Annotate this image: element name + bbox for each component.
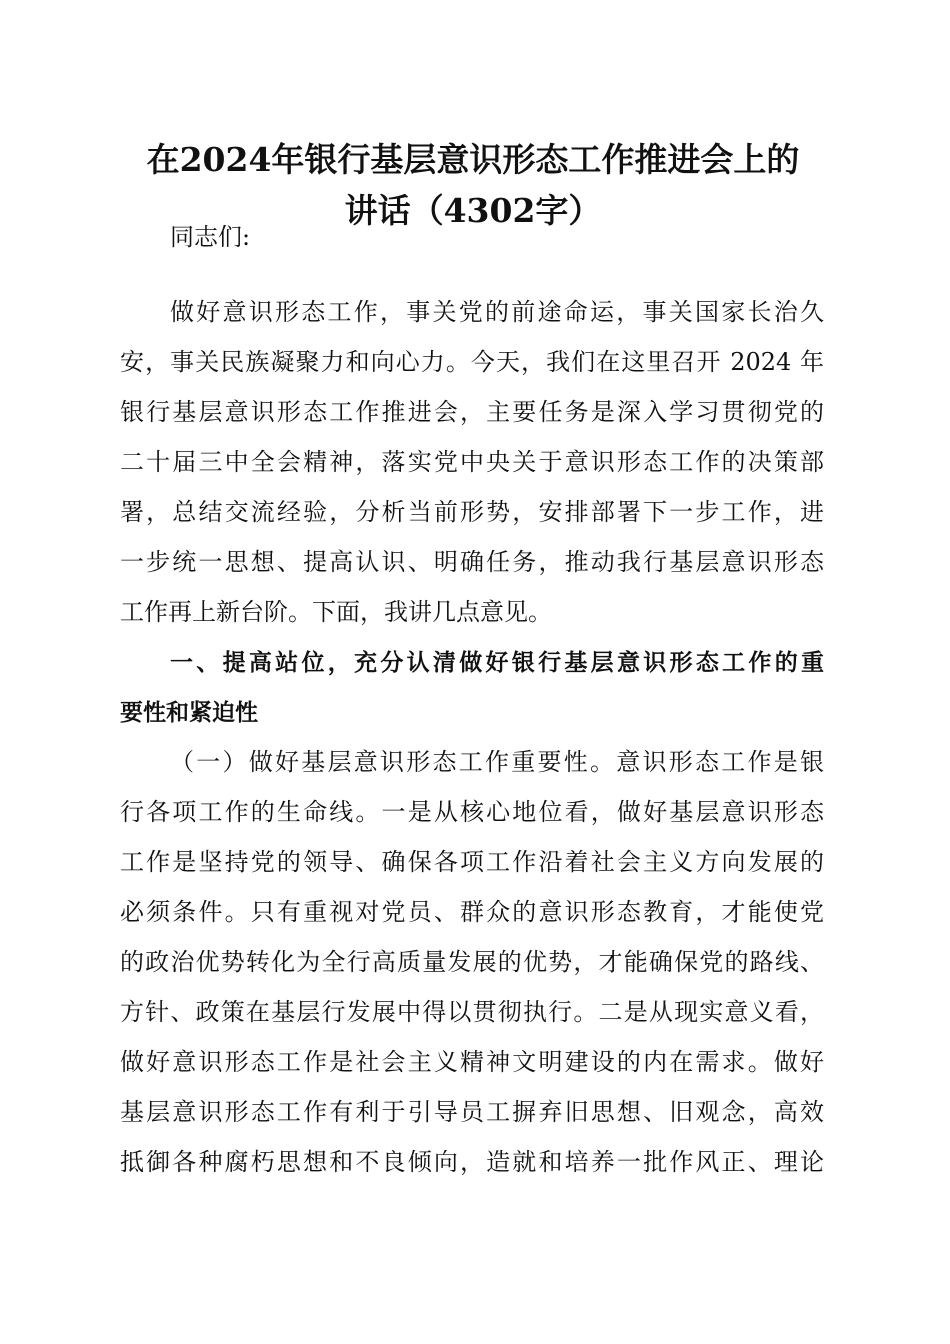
paragraph-line: 一步统一思想、提高认识、明确任务，推动我行基层意识形态 [120, 548, 824, 576]
paragraph-line: 署，总结交流经验，分析当前形势，安排部署下一步工作，进 [120, 498, 824, 526]
section-heading-line: 要性和紧迫性 [120, 700, 258, 726]
document-title-line-1: 在2024年银行基层意识形态工作推进会上的 [146, 140, 800, 179]
section-heading-line: 一、提高站位，充分认清做好银行基层意识形态工作的重 [170, 650, 824, 676]
document-title-line-2: 讲话（4302字） [344, 191, 602, 230]
paragraph-line: 方针、政策在基层行发展中得以贯彻执行。二是从现实意义看， [120, 998, 824, 1026]
paragraph-line: 安，事关民族凝聚力和向心力。今天，我们在这里召开 2024 年 [120, 348, 824, 376]
paragraph-line: 做好意识形态工作，事关党的前途命运，事关国家长治久 [170, 298, 824, 326]
paragraph-line: 工作再上新台阶。下面，我讲几点意见。 [120, 598, 552, 626]
salutation: 同志们: [170, 223, 251, 251]
paragraph-line: 工作是坚持党的领导、确保各项工作沿着社会主义方向发展的 [120, 848, 824, 876]
paragraph-line: 做好意识形态工作是社会主义精神文明建设的内在需求。做好 [120, 1048, 824, 1076]
paragraph-line: 银行基层意识形态工作推进会，主要任务是深入学习贯彻党的 [120, 398, 824, 426]
paragraph-line: 二十届三中全会精神，落实党中央关于意识形态工作的决策部 [120, 448, 824, 476]
paragraph-line: （一）做好基层意识形态工作重要性。意识形态工作是银 [170, 748, 824, 776]
paragraph-line: 抵御各种腐朽思想和不良倾向，造就和培养一批作风正、理论 [120, 1148, 824, 1176]
paragraph-line: 必须条件。只有重视对党员、群众的意识形态教育，才能使党 [120, 898, 824, 926]
paragraph-line: 的政治优势转化为全行高质量发展的优势，才能确保党的路线、 [120, 948, 824, 976]
paragraph-line: 基层意识形态工作有利于引导员工摒弃旧思想、旧观念，高效 [120, 1098, 824, 1126]
paragraph-line: 行各项工作的生命线。一是从核心地位看，做好基层意识形态 [120, 798, 824, 826]
